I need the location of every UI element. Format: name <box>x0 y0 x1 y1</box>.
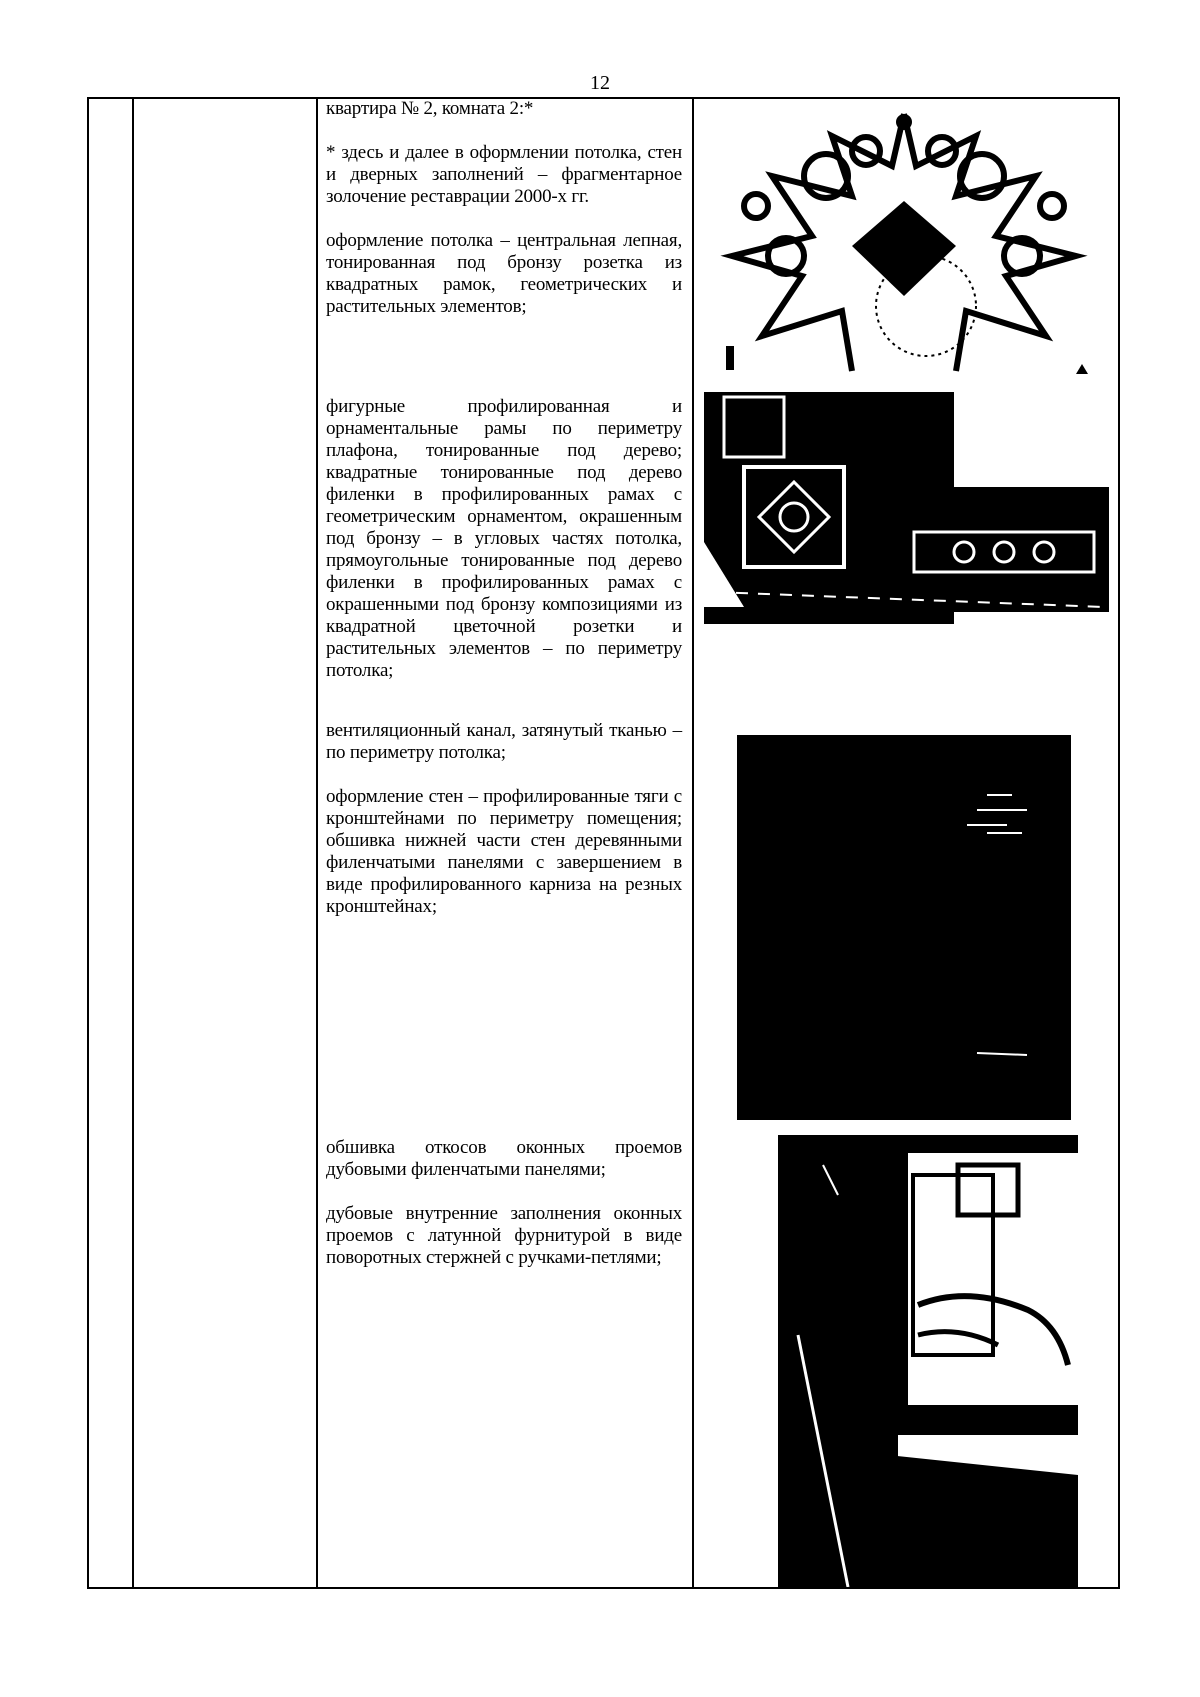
ceiling-corner-photo <box>704 392 1109 624</box>
description-block-walls <box>326 720 682 918</box>
table-column-divider-1 <box>132 97 134 1589</box>
window-reveals-description: обшивка откосов оконных проемов дубовыми филенчатыми панелями; <box>326 1137 682 1180</box>
description-block-ceiling-rosette <box>326 98 682 318</box>
description-block-windows <box>326 1137 682 1269</box>
gilding-footnote: * здесь и далее в оформлении потолка, стен и дверных заполнений – фрагментарное золочение реставрации 2000-х гг. <box>326 142 682 207</box>
walls-description: оформление стен – профилированные тяги с кронштейнами по периметру помещения; обшивка нижней части стен деревянными филенчатыми панелями с завершением в виде профилированного карниза на резных кронштейнах; <box>326 786 682 917</box>
description-block-ceiling-frames <box>326 396 682 682</box>
apartment-room-heading: квартира № 2, комната 2:* <box>326 98 534 119</box>
wall-panels-photo <box>737 735 1071 1120</box>
table-column-divider-3 <box>692 97 694 1589</box>
page-number: 12 <box>590 72 610 94</box>
window-fillings-description: дубовые внутренние заполнения оконных проемов с латунной фурнитурой в виде поворотных стержней с ручками-петлями; <box>326 1203 682 1268</box>
ceiling-frames-description: фигурные профилированная и орнаментальные рамы по периметру плафона, тонированные под дерево; квадратные тонированные под дерево филенки в профилированных рамах с геометрическим орнаментом, окрашенным под бронзу – в угловых частях потолка, прямоугольные тонированные под дерево филенки в профилированных рамах с окрашенными под бронзу композициями из квадратной цветочной розетки и растительных элементов – по периметру потолка; <box>326 396 682 681</box>
ceiling-rosette-description: оформление потолка – центральная лепная, тонированная под бронзу розетка из квадратных рамок, геометрических и растительных элементов; <box>326 230 682 317</box>
table-column-divider-2 <box>316 97 318 1589</box>
window-photo <box>778 1135 1078 1587</box>
ventilation-channel-description: вентиляционный канал, затянутый тканью – по периметру потолка; <box>326 720 682 763</box>
ceiling-rosette-photo <box>716 106 1093 379</box>
